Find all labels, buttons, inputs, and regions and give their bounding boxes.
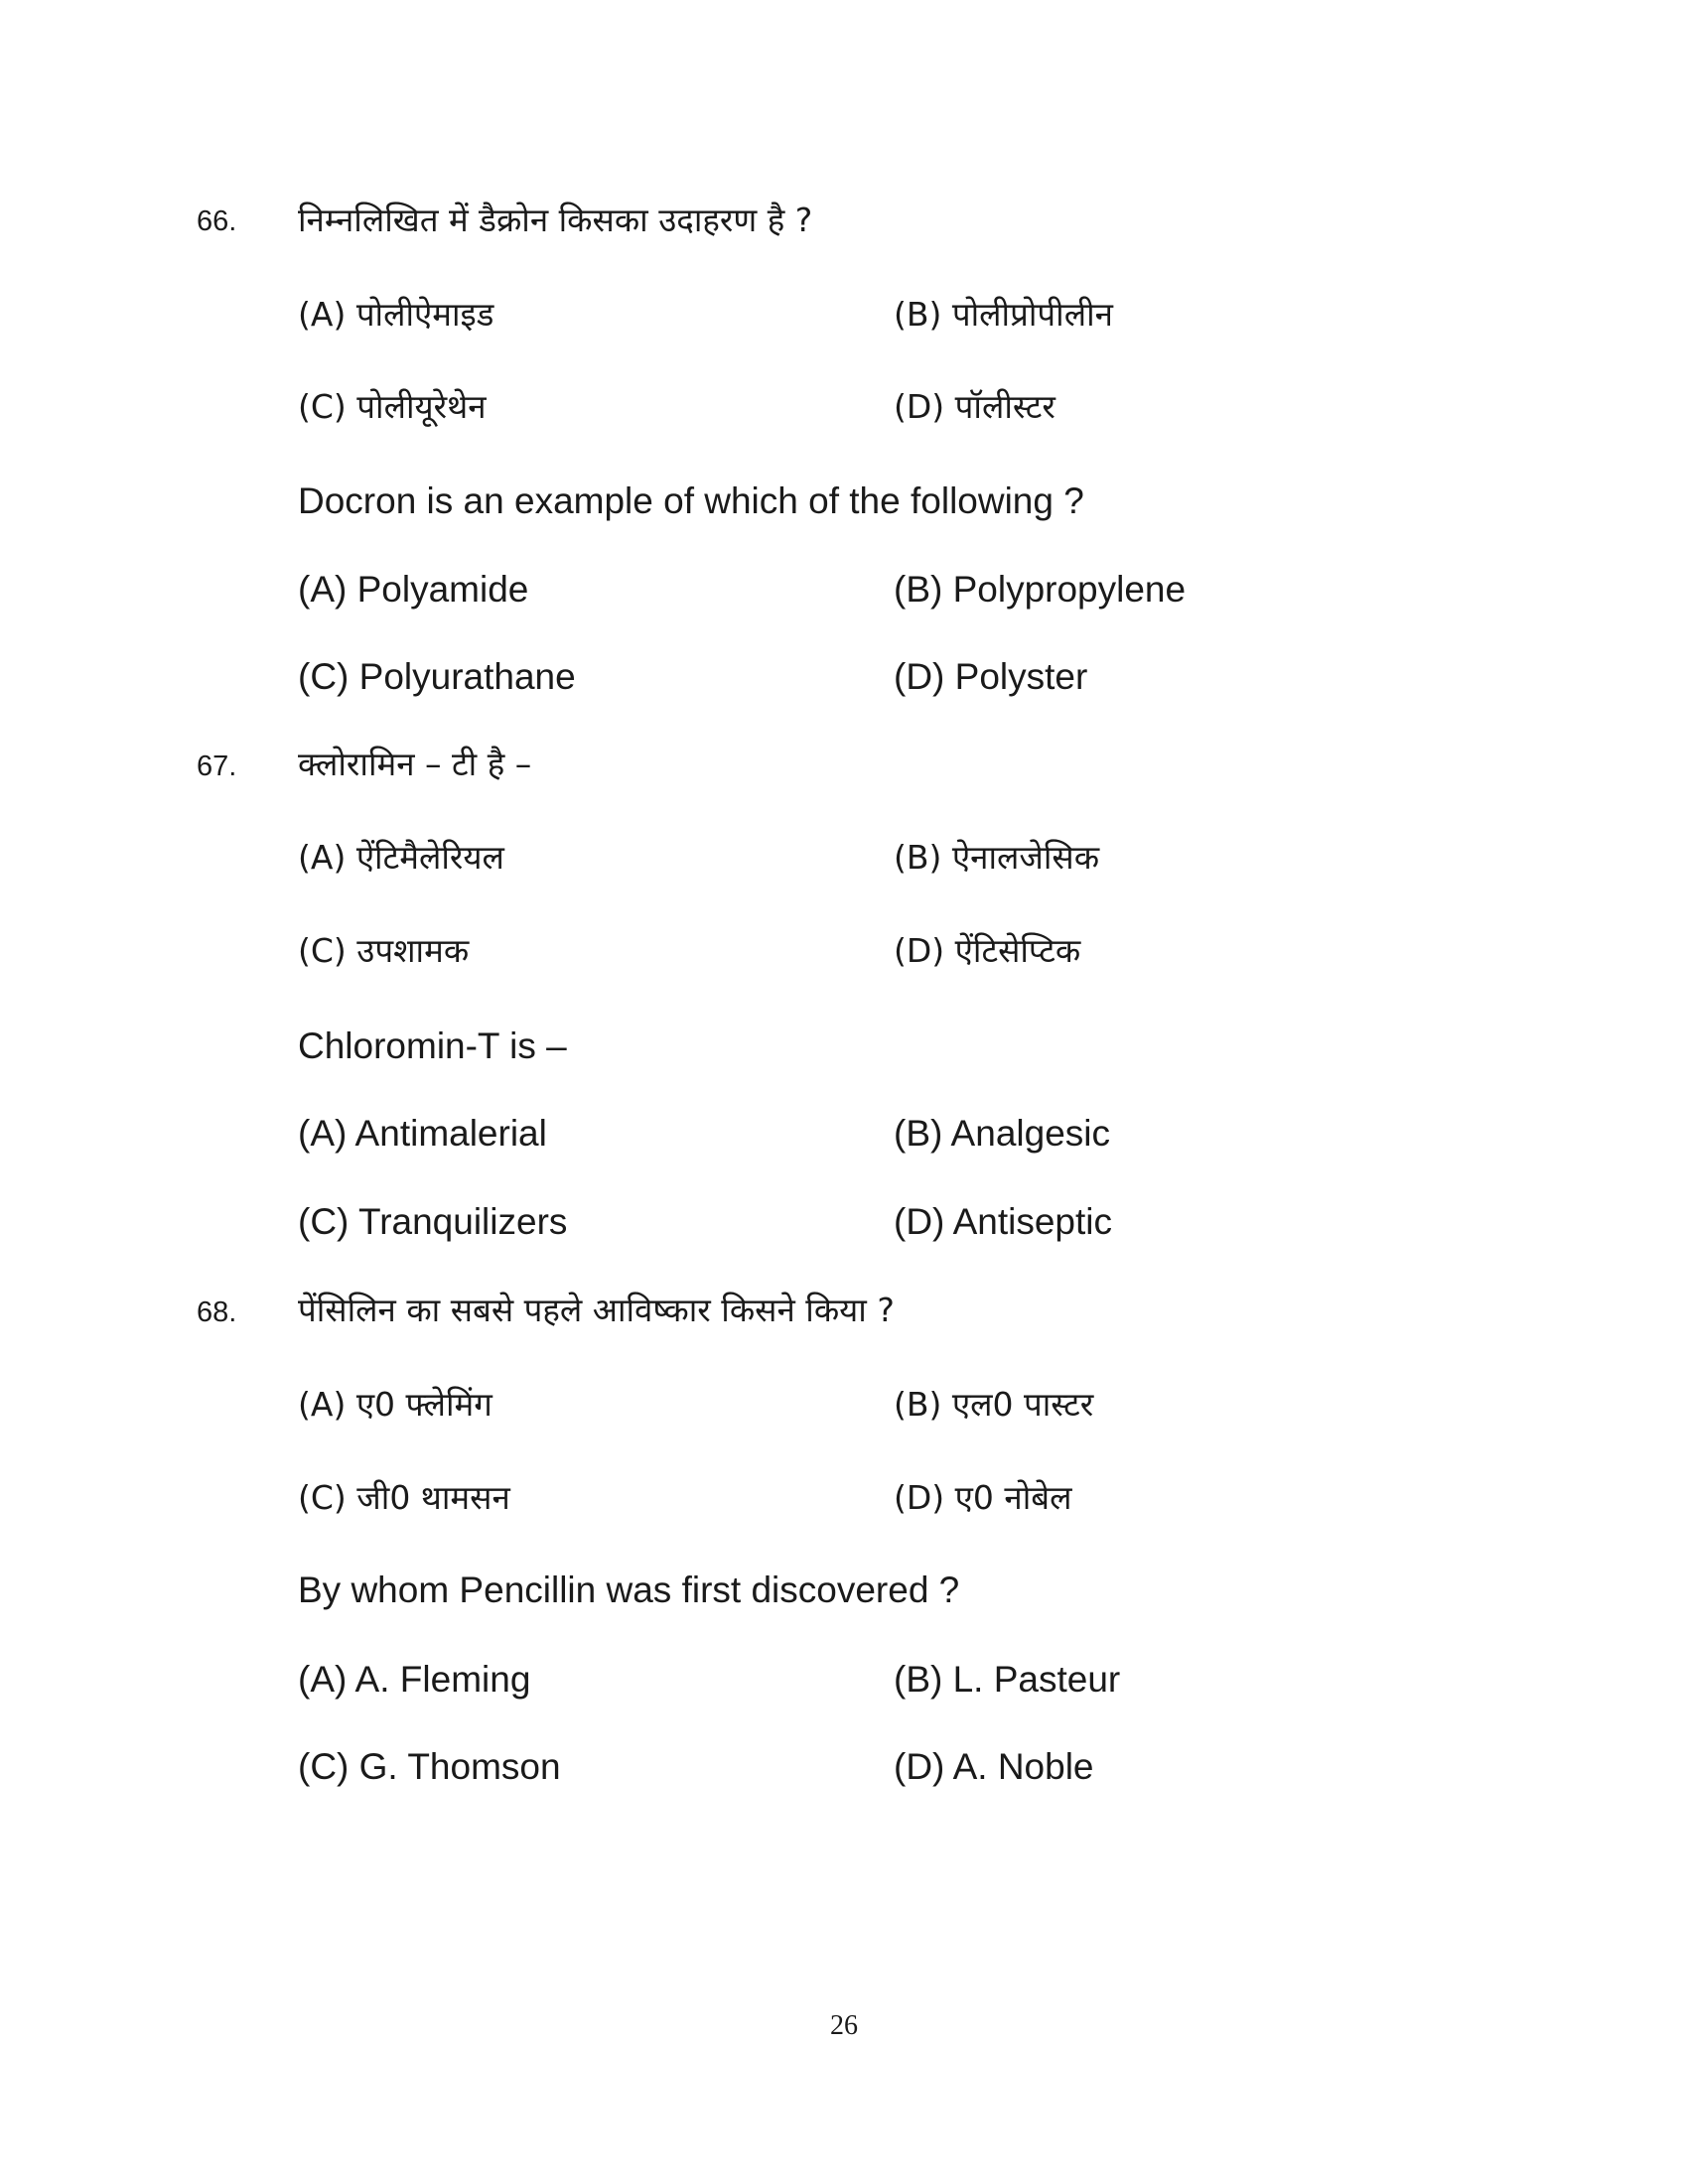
option-b-english: (B) Polypropylene bbox=[894, 569, 1187, 610]
option-c-english: (C) Tranquilizers bbox=[298, 1201, 568, 1242]
option-a-hindi: (A) पोलीऐमाइड bbox=[298, 295, 494, 334]
option-b-hindi: (B) एल0 पास्टर bbox=[894, 1385, 1094, 1424]
option-a-english: (A) A. Fleming bbox=[298, 1659, 531, 1700]
option-b-english: (B) Analgesic bbox=[894, 1113, 1110, 1154]
option-a-english: (A) Antimalerial bbox=[298, 1113, 547, 1154]
option-b-hindi: (B) पोलीप्रोपीलीन bbox=[894, 295, 1113, 334]
question-text-hindi: पेंसिलिन का सबसे पहले आविष्कार किसने किया ? bbox=[298, 1291, 895, 1329]
option-c-english: (C) Polyurathane bbox=[298, 656, 576, 697]
option-d-english: (D) Antiseptic bbox=[894, 1201, 1113, 1242]
option-a-hindi: (A) ऐंटिमैलेरियल bbox=[298, 838, 504, 877]
page-number: 26 bbox=[830, 2010, 858, 2041]
option-c-hindi: (C) पोलीयूरेथेन bbox=[298, 387, 487, 426]
question-text-english: Chloromin-T is – bbox=[298, 1025, 567, 1066]
option-a-english: (A) Polyamide bbox=[298, 569, 529, 610]
question-text-hindi: निम्नलिखित में डैक्रोन किसका उदाहरण है ? bbox=[298, 201, 813, 239]
question-text-english: By whom Pencillin was first discovered ? bbox=[298, 1570, 960, 1610]
question-number: 67. bbox=[197, 751, 237, 782]
option-d-english: (D) Polyster bbox=[894, 656, 1088, 697]
question-number: 66. bbox=[197, 205, 237, 237]
option-d-hindi: (D) पॉलीस्टर bbox=[894, 387, 1055, 426]
question-text-english: Docron is an example of which of the following ? bbox=[298, 480, 1084, 521]
option-c-english: (C) G. Thomson bbox=[298, 1746, 561, 1787]
option-d-english: (D) A. Noble bbox=[894, 1746, 1094, 1787]
question-number: 68. bbox=[197, 1297, 237, 1328]
option-a-hindi: (A) ए0 फ्लेमिंग bbox=[298, 1385, 492, 1424]
question-text-hindi: क्लोरामिन – टी है – bbox=[298, 745, 532, 783]
option-d-hindi: (D) ऐंटिसेप्टिक bbox=[894, 931, 1081, 970]
option-d-hindi: (D) ए0 नोबेल bbox=[894, 1478, 1072, 1517]
option-c-hindi: (C) उपशामक bbox=[298, 931, 470, 970]
option-b-english: (B) L. Pasteur bbox=[894, 1659, 1121, 1700]
option-c-hindi: (C) जी0 थामसन bbox=[298, 1478, 510, 1517]
option-b-hindi: (B) ऐनालजेसिक bbox=[894, 838, 1100, 877]
